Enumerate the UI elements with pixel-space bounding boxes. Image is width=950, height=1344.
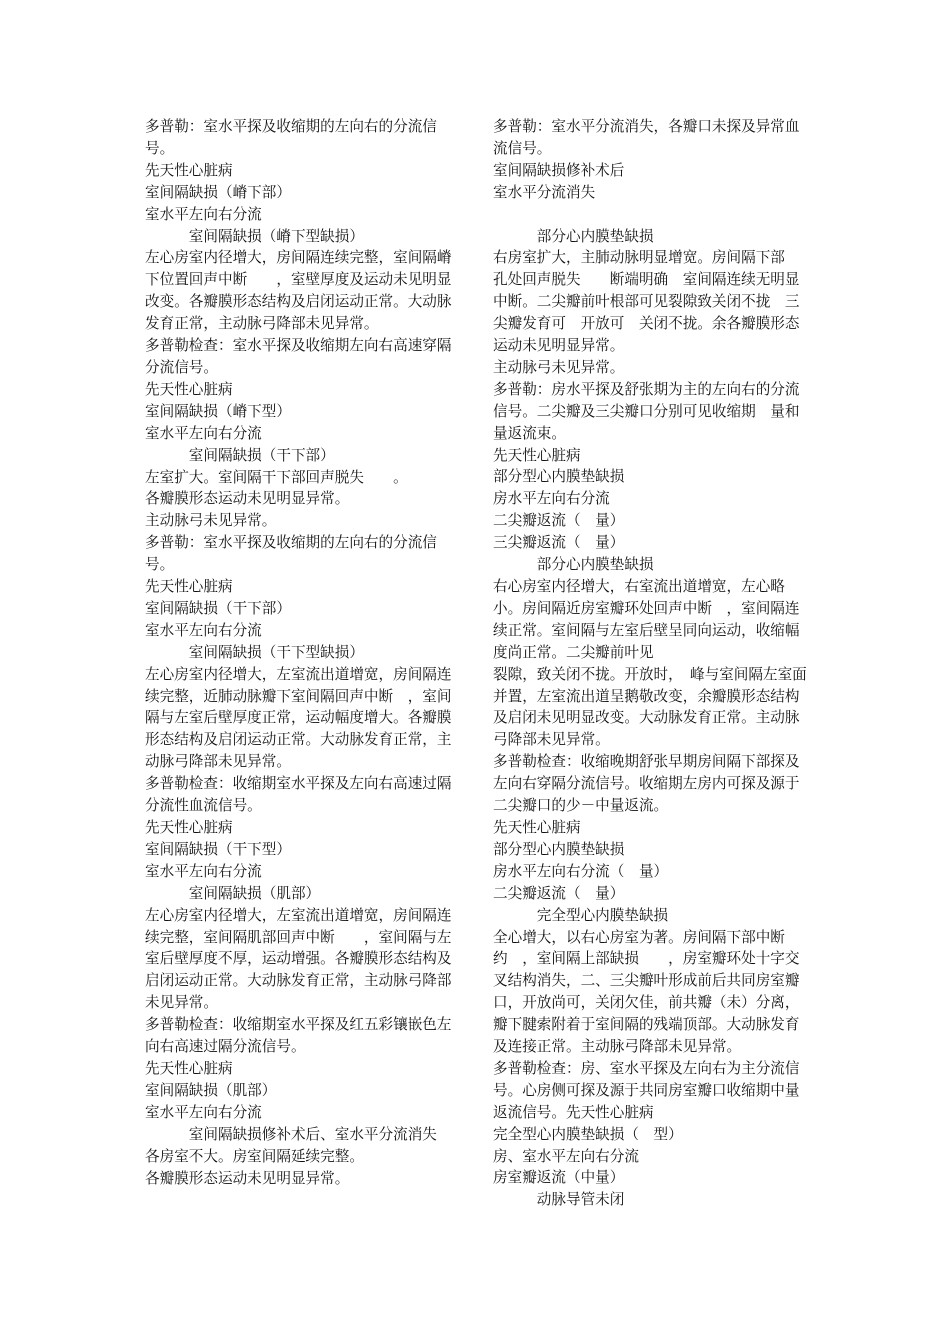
section-heading: 动脉导管未闭 [536,1191,625,1209]
left-column [145,116,465,1189]
section-heading: 室间隔缺损（干下型缺损） [188,643,364,661]
paragraph: 主动脉弓未见异常。 [493,358,625,376]
section-heading: 部分心内膜垫缺损 [536,556,654,574]
paragraph: 多普勒：室水平探及收缩期的左向右的分流信号。 [145,534,437,574]
paragraph: 右心房室内径增大，右室流出道增宽，左心略小。房间隔近房室瓣环处回声中断 ，室间隔连续正常。室间隔与左室后壁呈同向运动，收缩幅度尚正常。二尖瓣前叶见 [493,578,800,661]
paragraph: 各瓣膜形态运动未见明显异常。 [145,1169,350,1187]
paragraph: 先天性心脏病 [145,819,233,836]
paragraph: 全心增大，以右心房室为著。房间隔下部中断约 ，室间隔上部缺损 ，房室瓣环处十字交叉结构消失，二、三尖瓣叶形成前后共同房室瓣口，开放尚可，关闭欠佳，前共瓣（未）分离，瓣下腱索附着于室间隔的残端顶部。大动脉发育及连接正常。主动脉弓降部未见异常。 [493,928,800,1056]
paragraph: 多普勒：室水平分流消失，各瓣口未探及异常血流信号。 [493,118,800,157]
paragraph: 室水平左向右分流 [145,1103,262,1121]
paragraph: 多普勒检查：室水平探及收缩期左向右高速穿隔分流信号。 [145,337,452,376]
paragraph: 室水平分流消失 [493,183,596,201]
paragraph: 多普勒检查：收缩期室水平探及红五彩镶嵌色左向右高速过隔分流信号。 [145,1016,452,1056]
paragraph: 部分型心内膜垫缺损 [493,840,625,858]
paragraph: 房水平左向右分流 [493,490,610,508]
paragraph: 室水平左向右分流 [145,862,262,880]
right-column [493,116,813,1211]
paragraph: 主动脉弓未见异常。 [145,512,277,530]
paragraph: 先天性心脏病 [145,161,233,179]
paragraph: 室间隔缺损（干下部） [145,599,291,617]
paragraph: 各房室不大。房室间隔延续完整。 [145,1147,364,1165]
paragraph: 房室瓣返流（中量） [493,1169,625,1187]
paragraph: 左室扩大。室间隔干下部回声脱失 。 [145,468,408,486]
paragraph: 室间隔缺损修补术后 [493,161,625,179]
paragraph: 先天性心脏病 [145,380,233,398]
paragraph: 室间隔缺损（干下型） [145,840,291,858]
paragraph: 室间隔缺损（嵴下型） [145,402,291,420]
paragraph: 房水平左向右分流（ 量） [493,862,669,880]
section-heading: 室间隔缺损（肌部） [188,884,321,902]
paragraph: 完全型心内膜垫缺损（ 型） [493,1125,683,1143]
paragraph: 先天性心脏病 [493,446,581,464]
paragraph: 多普勒：房水平探及舒张期为主的左向右的分流信号。二尖瓣及三尖瓣口分别可见收缩期 量和 量返流束。 [493,380,815,442]
paragraph: 室水平左向右分流 [145,621,262,639]
paragraph: 二尖瓣返流（ 量） [493,884,625,902]
spacer [493,204,813,226]
paragraph: 室水平左向右分流 [145,205,262,223]
paragraph: 房、室水平左向右分流 [493,1147,639,1165]
paragraph: 多普勒：室水平探及收缩期的左向右的分流信号。 [145,118,437,157]
paragraph: 左心房室内径增大，房间隔连续完整，室间隔嵴下位置回声中断 ，室壁厚度及运动未见明显改变。各瓣膜形态结构及启闭运动正常。大动脉发育正常，主动脉弓降部未见异常。 [145,249,452,333]
section-heading: 部分心内膜垫缺损 [536,227,654,245]
section-heading: 室间隔缺损（干下部） [188,446,335,464]
paragraph: 左心房室内径增大，左室流出道增宽，房间隔连续完整，近肺动脉瓣下室间隔回声中断 ，室间隔与左室后壁厚度正常，运动幅度增大。各瓣膜形态结构及启闭运动正常。大动脉发育正常，主动脉弓降部未见异常。 [145,665,452,771]
section-heading: 室间隔缺损修补术后、室水平分流消失 [188,1125,437,1143]
paragraph: 各瓣膜形态运动未见明显异常。 [145,490,350,508]
paragraph: 室间隔缺损（肌部） [145,1081,277,1099]
paragraph: 右房室扩大，主肺动脉明显增宽。房间隔下部 孔处回声脱失 断端明确 室间隔连续无明显中断。二尖瓣前叶根部可见裂隙致关闭不拢 三尖瓣发育可 开放可 关闭不拢。余各瓣膜形态运动未见明显异常。 [493,249,800,355]
paragraph: 左心房室内径增大，左室流出道增宽，房间隔连续完整，室间隔肌部回声中断 ，室间隔与左室后壁厚度不厚，运动增强。各瓣膜形态结构及启闭运动正常。大动脉发育正常，主动脉弓降部未见异常。 [145,906,452,1012]
section-heading: 完全型心内膜垫缺损 [536,906,669,924]
paragraph: 先天性心脏病 [145,1059,233,1077]
paragraph: 多普勒检查：收缩晚期舒张早期房间隔下部探及左向右穿隔分流信号。收缩期左房内可探及源于二尖瓣口的少－中量返流。 [493,753,800,815]
paragraph: 先天性心脏病 [145,578,233,596]
paragraph: 部分型心内膜垫缺损 [493,468,625,486]
section-heading: 室间隔缺损（嵴下型缺损） [188,227,364,245]
paragraph: 多普勒检查：收缩期室水平探及左向右高速过隔分流性血流信号。 [145,775,452,815]
paragraph: 二尖瓣返流（ 量） [493,512,625,530]
paragraph: 先天性心脏病 [493,818,581,836]
paragraph: 多普勒检查：房、室水平探及左向右为主分流信号。心房侧可探及源于共同房室瓣口收缩期中量返流信号。先天性心脏病 [493,1059,800,1121]
paragraph: 三尖瓣返流（ 量） [493,534,625,552]
paragraph: 室间隔缺损（嵴下部） [145,183,291,201]
paragraph: 室水平左向右分流 [145,424,262,442]
paragraph: 裂隙，致关闭不拢。开放时， 峰与室间隔左室面并置，左室流出道呈鹅敬改变，余瓣膜形态结构及启闭未见明显改变。大动脉发育正常。主动脉弓降部未见异常。 [493,665,807,749]
